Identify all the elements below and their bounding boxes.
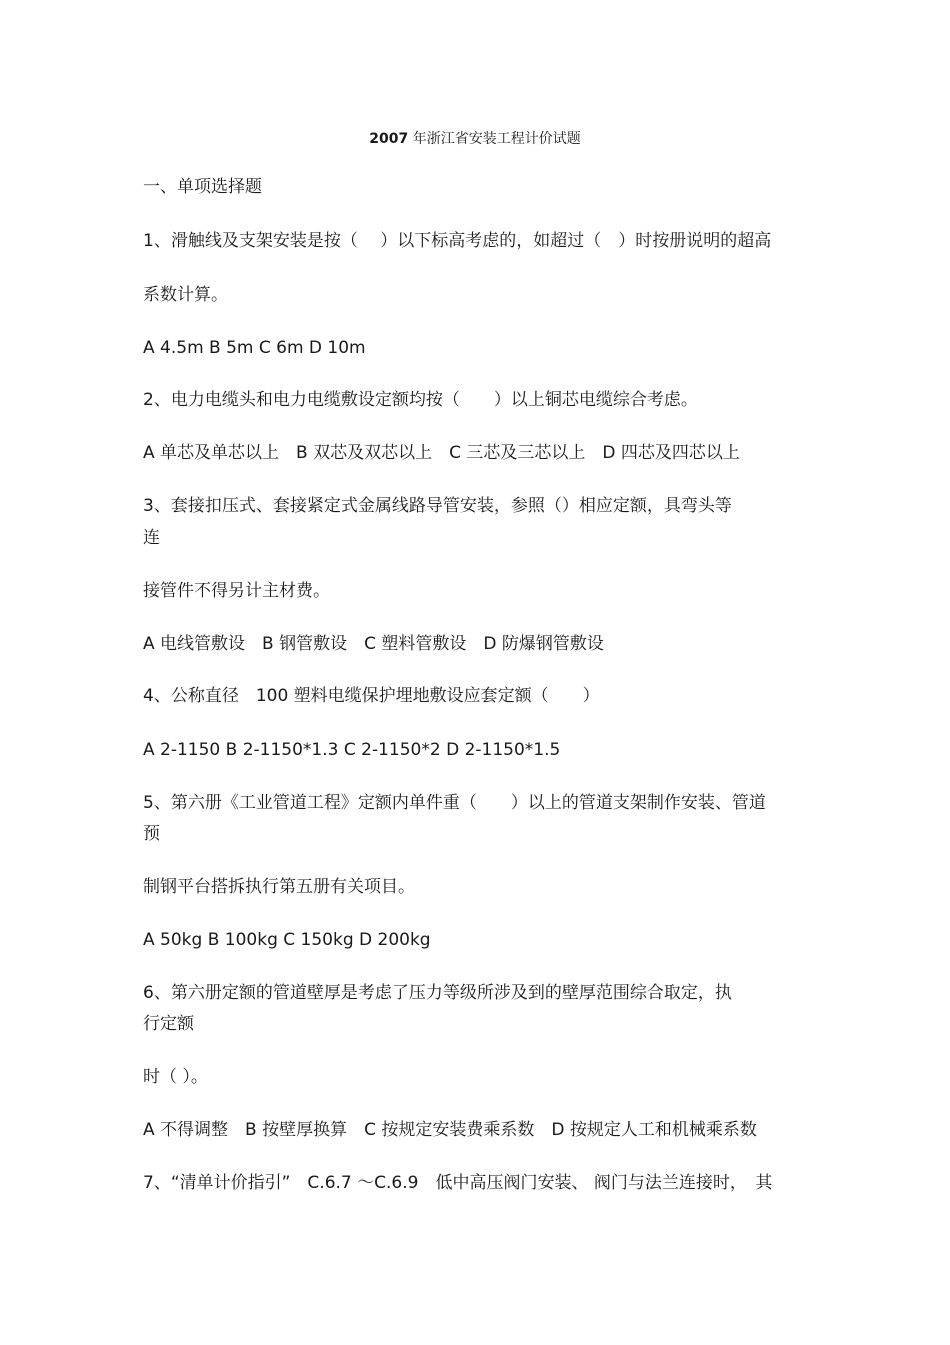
question-4-options: A 2-1150 B 2-1150*1.3 C 2-1150*2 D 2-1150*1.5 bbox=[143, 740, 561, 760]
title-text: 年浙江省安装工程计价试题 bbox=[408, 131, 581, 147]
section-heading: 一、单项选择题 bbox=[143, 177, 262, 197]
question-4: 4、公称直径 100 塑料电缆保护埋地敷设应套定额（ ） bbox=[143, 686, 600, 706]
question-1-options: A 4.5m B 5m C 6m D 10m bbox=[143, 338, 366, 358]
question-6-line-2: 行定额 bbox=[143, 1014, 194, 1034]
question-1-line-2: 系数计算。 bbox=[143, 285, 228, 305]
question-6-options: A 不得调整 B 按壁厚换算 C 按规定安装费乘系数 D 按规定人工和机械乘系数 bbox=[143, 1120, 757, 1140]
question-2-options: A 单芯及单芯以上 B 双芯及双芯以上 C 三芯及三芯以上 D 四芯及四芯以上 bbox=[143, 443, 740, 463]
page-title bbox=[0, 128, 950, 148]
question-3-line-3: 接管件不得另计主材费。 bbox=[143, 581, 330, 601]
question-6-line-1: 6、第六册定额的管道壁厚是考虑了压力等级所涉及到的壁厚范围综合取定，执 bbox=[143, 983, 732, 1003]
question-7-line-1: 7、“清单计价指引” C.6.7 ～C.6.9 低中高压阀门安装、 阀门与法兰连接时， 其 bbox=[143, 1173, 773, 1193]
question-2: 2、电力电缆头和电力电缆敷设定额均按（ ）以上铜芯电缆综合考虑。 bbox=[143, 390, 698, 410]
question-5-options: A 50kg B 100kg C 150kg D 200kg bbox=[143, 930, 431, 950]
question-3-line-2: 连 bbox=[143, 528, 160, 548]
question-5-line-2: 预 bbox=[143, 824, 160, 844]
question-3-line-1: 3、套接扣压式、套接紧定式金属线路导管安装，参照（）相应定额，具弯头等 bbox=[143, 496, 732, 516]
question-3-options: A 电线管敷设 B 钢管敷设 C 塑料管敷设 D 防爆钢管敷设 bbox=[143, 634, 604, 654]
question-5-line-3: 制钢平台搭拆执行第五册有关项目。 bbox=[143, 877, 415, 897]
title-year: 2007 bbox=[369, 131, 409, 147]
question-5-line-1: 5、第六册《工业管道工程》定额内单件重（ ）以上的管道支架制作安装、管道 bbox=[143, 793, 766, 813]
question-1-line-1: 1、滑触线及支架安装是按（ ）以下标高考虑的，如超过（ ）时按册说明的超高 bbox=[143, 231, 772, 251]
question-6-line-3: 时（ ）。 bbox=[143, 1067, 208, 1087]
